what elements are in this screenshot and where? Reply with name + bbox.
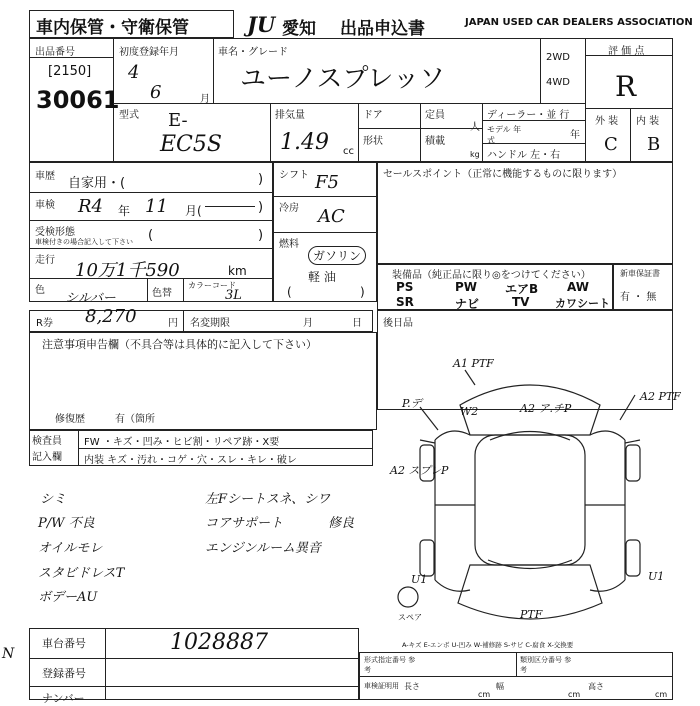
color-code-label: カラーコード — [188, 281, 236, 290]
reg-number-label: 登録番号 — [42, 667, 86, 680]
color-value: シルバー — [65, 291, 116, 306]
divider — [358, 103, 359, 162]
sales-point-label: セールスポイント（正常に機能するものに限ります） — [383, 169, 623, 180]
lot-number: 30061 — [36, 86, 120, 114]
frame-number-value: 1028887 — [170, 630, 268, 655]
car-name: ユーノスプレッソ — [240, 64, 446, 94]
first-reg-label: 初度登録年月 — [119, 47, 179, 58]
hw-note: 左Fシートスネ、シワ — [205, 492, 331, 507]
inspector-label: 検査員 記入欄 — [32, 436, 62, 463]
inspector-row1: FW ・キズ・凹み・ヒビ割・リペア跡・X要 — [84, 437, 280, 448]
fuel-alt: 軽 油 — [308, 270, 336, 284]
damage-mark: P.デ — [402, 397, 422, 410]
shaken-era: R4 — [78, 196, 104, 217]
color-code-value: 3L — [225, 288, 242, 303]
deadline-label: 名変期限 — [190, 318, 230, 329]
ac-label: 冷房 — [279, 203, 299, 214]
model-code: EC5S — [160, 132, 222, 157]
fuel-value: ガソリン — [308, 246, 366, 265]
divider — [183, 310, 184, 332]
divider — [585, 108, 673, 109]
association-name: JAPAN USED CAR DEALERS ASSOCIATION — [465, 17, 693, 28]
divider — [29, 686, 359, 687]
class-number-label: 類別区分番号 参 考 — [520, 656, 572, 674]
year-unit: 年 — [570, 130, 580, 141]
equip-pw: PW — [455, 280, 478, 294]
door-label: ドア — [363, 110, 383, 121]
score-value: R — [615, 70, 637, 103]
history-value: 自家用・( — [68, 176, 126, 191]
divider — [270, 103, 271, 162]
damage-legend: A-キズ E-エンボ U-凹み W-補修跡 S-サビ C-腐食 X-交換要 — [402, 641, 574, 649]
car-name-label: 車名・グレード — [218, 47, 288, 58]
divider — [482, 120, 585, 121]
divider — [183, 278, 184, 302]
divider — [540, 38, 541, 103]
equip-navi: ナビ — [455, 297, 480, 311]
shift-label: シフト — [279, 170, 309, 181]
height-label: 高さ — [588, 682, 604, 691]
divider — [585, 38, 586, 162]
mileage-unit: km — [228, 264, 247, 278]
equip-leather: カワシート — [555, 297, 610, 310]
equip-sr: SR — [396, 295, 414, 309]
reg-year: 4 — [128, 62, 140, 83]
cert-label: 車検証明用 — [364, 682, 399, 690]
shaken-year-unit: 年 — [118, 204, 131, 218]
inspector-row2: 内装 キズ・汚れ・コゲ・穴・スレ・キレ・破レ — [84, 455, 297, 466]
recycle-value: 8,270 — [85, 306, 137, 327]
divider — [147, 278, 148, 302]
damage-mark: PTF — [520, 608, 543, 621]
equip-aw: AW — [567, 280, 589, 294]
equip-tv: TV — [512, 295, 530, 309]
interior-label: 内 装 — [636, 116, 660, 127]
repair-value: 有（箇所 — [115, 414, 155, 425]
divider — [273, 196, 377, 197]
damage-mark: U1 — [648, 570, 665, 583]
receive-open: ( — [148, 228, 154, 243]
receive-label: 受検形態 — [35, 227, 75, 238]
divider — [113, 103, 585, 104]
hw-note: P/W 不良 — [38, 516, 95, 531]
fuel-paren-open: ( — [287, 285, 292, 299]
divider — [213, 38, 214, 103]
lot-bracket: [2150] — [48, 64, 92, 79]
ju-logo: JU — [247, 12, 276, 37]
width-unit: cm — [568, 690, 581, 699]
damage-mark: A2 PTF — [640, 390, 681, 403]
shaken-month: 11 — [145, 196, 168, 217]
damage-mark: U1 — [411, 573, 428, 586]
displacement-label: 排気量 — [275, 110, 305, 121]
color-label: 色 — [35, 285, 45, 296]
divider — [359, 676, 673, 677]
width-label: 幅 — [496, 682, 504, 691]
divider — [516, 652, 517, 676]
divider — [78, 448, 373, 449]
shaken-close: ) — [258, 200, 264, 215]
hw-note: エンジンルーム異音 — [205, 541, 322, 556]
receive-close: ) — [258, 228, 264, 243]
color-change-label: 色替 — [152, 288, 172, 299]
damage-mark: A2 ア.チP — [520, 402, 572, 415]
drive-4wd: 4WD — [546, 77, 570, 88]
divider — [29, 658, 359, 659]
receive-note: 車検付きの場合記入して下さい — [35, 238, 133, 246]
history-label: 車歴 — [35, 171, 55, 182]
model-year-label: モデル 年式 — [487, 125, 522, 145]
divider — [358, 128, 482, 129]
handle-label: ハンドル 左・右 — [487, 150, 561, 161]
car-diagram — [380, 345, 680, 645]
load-label: 積載 — [425, 136, 445, 147]
divider — [273, 232, 377, 233]
divider — [29, 57, 113, 58]
fuel-label: 燃料 — [279, 239, 299, 250]
form-title: 出品申込書 — [340, 19, 425, 39]
damage-mark: A1 PTF — [453, 357, 494, 370]
deadline-day: 日 — [352, 318, 362, 329]
hw-note: コアサポート — [205, 516, 284, 531]
divider — [585, 55, 673, 56]
notes-label: 注意事項申告欄（不具合等は具体的に記入して下さい） — [42, 338, 317, 351]
capacity-label: 定員 — [425, 110, 445, 121]
hw-note: ボデーAU — [38, 590, 98, 605]
load-unit: kg — [470, 150, 480, 159]
shift-value: F5 — [315, 172, 339, 193]
damage-mark: W2 — [460, 405, 479, 418]
dealer-label: ディーラー・並 行 — [487, 110, 570, 121]
divider — [29, 248, 273, 249]
mileage-value: 10万1千590 — [75, 260, 180, 281]
equipment-label: 装備品（純正品に限り◎をつけてください） — [392, 270, 591, 281]
exterior-grade: C — [604, 134, 618, 155]
hw-note: オイルモレ — [38, 541, 103, 556]
fuel-paren-close: ) — [360, 285, 365, 299]
length-label: 長さ — [404, 682, 420, 691]
repair-label: 修復歴 — [55, 414, 85, 425]
displacement-unit: cc — [343, 146, 354, 157]
damage-mark: A2 スプレP — [390, 464, 449, 477]
exterior-label: 外 装 — [595, 116, 619, 127]
storage-label: 車内保管・守衛保管 — [36, 18, 189, 38]
length-unit: cm — [478, 690, 491, 699]
capacity-unit: 人 — [470, 122, 480, 133]
spare-label: スペア — [398, 613, 422, 622]
hw-note: 修良 — [328, 516, 355, 531]
history-close: ) — [258, 172, 264, 187]
rear-items-label: 後日品 — [383, 318, 413, 329]
model-label: 型式 — [119, 110, 139, 121]
strike-line — [205, 206, 255, 207]
deadline-month: 月 — [303, 318, 313, 329]
drive-2wd: 2WD — [546, 52, 570, 63]
hw-note: シミ — [40, 492, 67, 507]
score-label: 評 価 点 — [608, 46, 645, 57]
side-mark: N — [2, 646, 15, 662]
mileage-label: 走行 — [35, 255, 55, 266]
form-number-label: 形式指定番号 参 考 — [364, 656, 416, 674]
divider — [482, 143, 585, 144]
shaken-month-unit: 月( — [185, 204, 202, 218]
divider — [420, 103, 421, 162]
divider — [29, 220, 273, 221]
divider — [29, 192, 273, 193]
org-name: 愛知 — [282, 19, 316, 39]
displacement-value: 1.49 — [280, 130, 329, 155]
plate-label: ナンバー — [42, 692, 85, 705]
ac-value: AC — [318, 206, 345, 227]
hw-note: スタビドレスT — [38, 566, 125, 581]
model-prefix: E- — [168, 110, 188, 131]
new-guarantee-value: 有 ・ 無 — [620, 292, 657, 303]
new-guarantee-label: 新車保証書 — [620, 269, 660, 278]
recycle-unit: 円 — [168, 318, 178, 329]
lot-number-label: 出品番号 — [35, 47, 75, 58]
divider — [482, 103, 483, 162]
divider — [29, 278, 273, 279]
interior-grade: B — [647, 134, 661, 155]
height-unit: cm — [655, 690, 668, 699]
shape-label: 形状 — [363, 136, 383, 147]
recycle-label: R券 — [36, 318, 53, 329]
equip-ps: PS — [396, 280, 414, 294]
shaken-label: 車検 — [35, 200, 55, 211]
frame-number-label: 車台番号 — [42, 637, 86, 650]
divider — [630, 108, 631, 162]
divider — [105, 628, 106, 700]
reg-month: 6 — [150, 82, 162, 103]
reg-month-unit: 月 — [200, 94, 210, 105]
equip-airbag: エアB — [505, 282, 539, 296]
